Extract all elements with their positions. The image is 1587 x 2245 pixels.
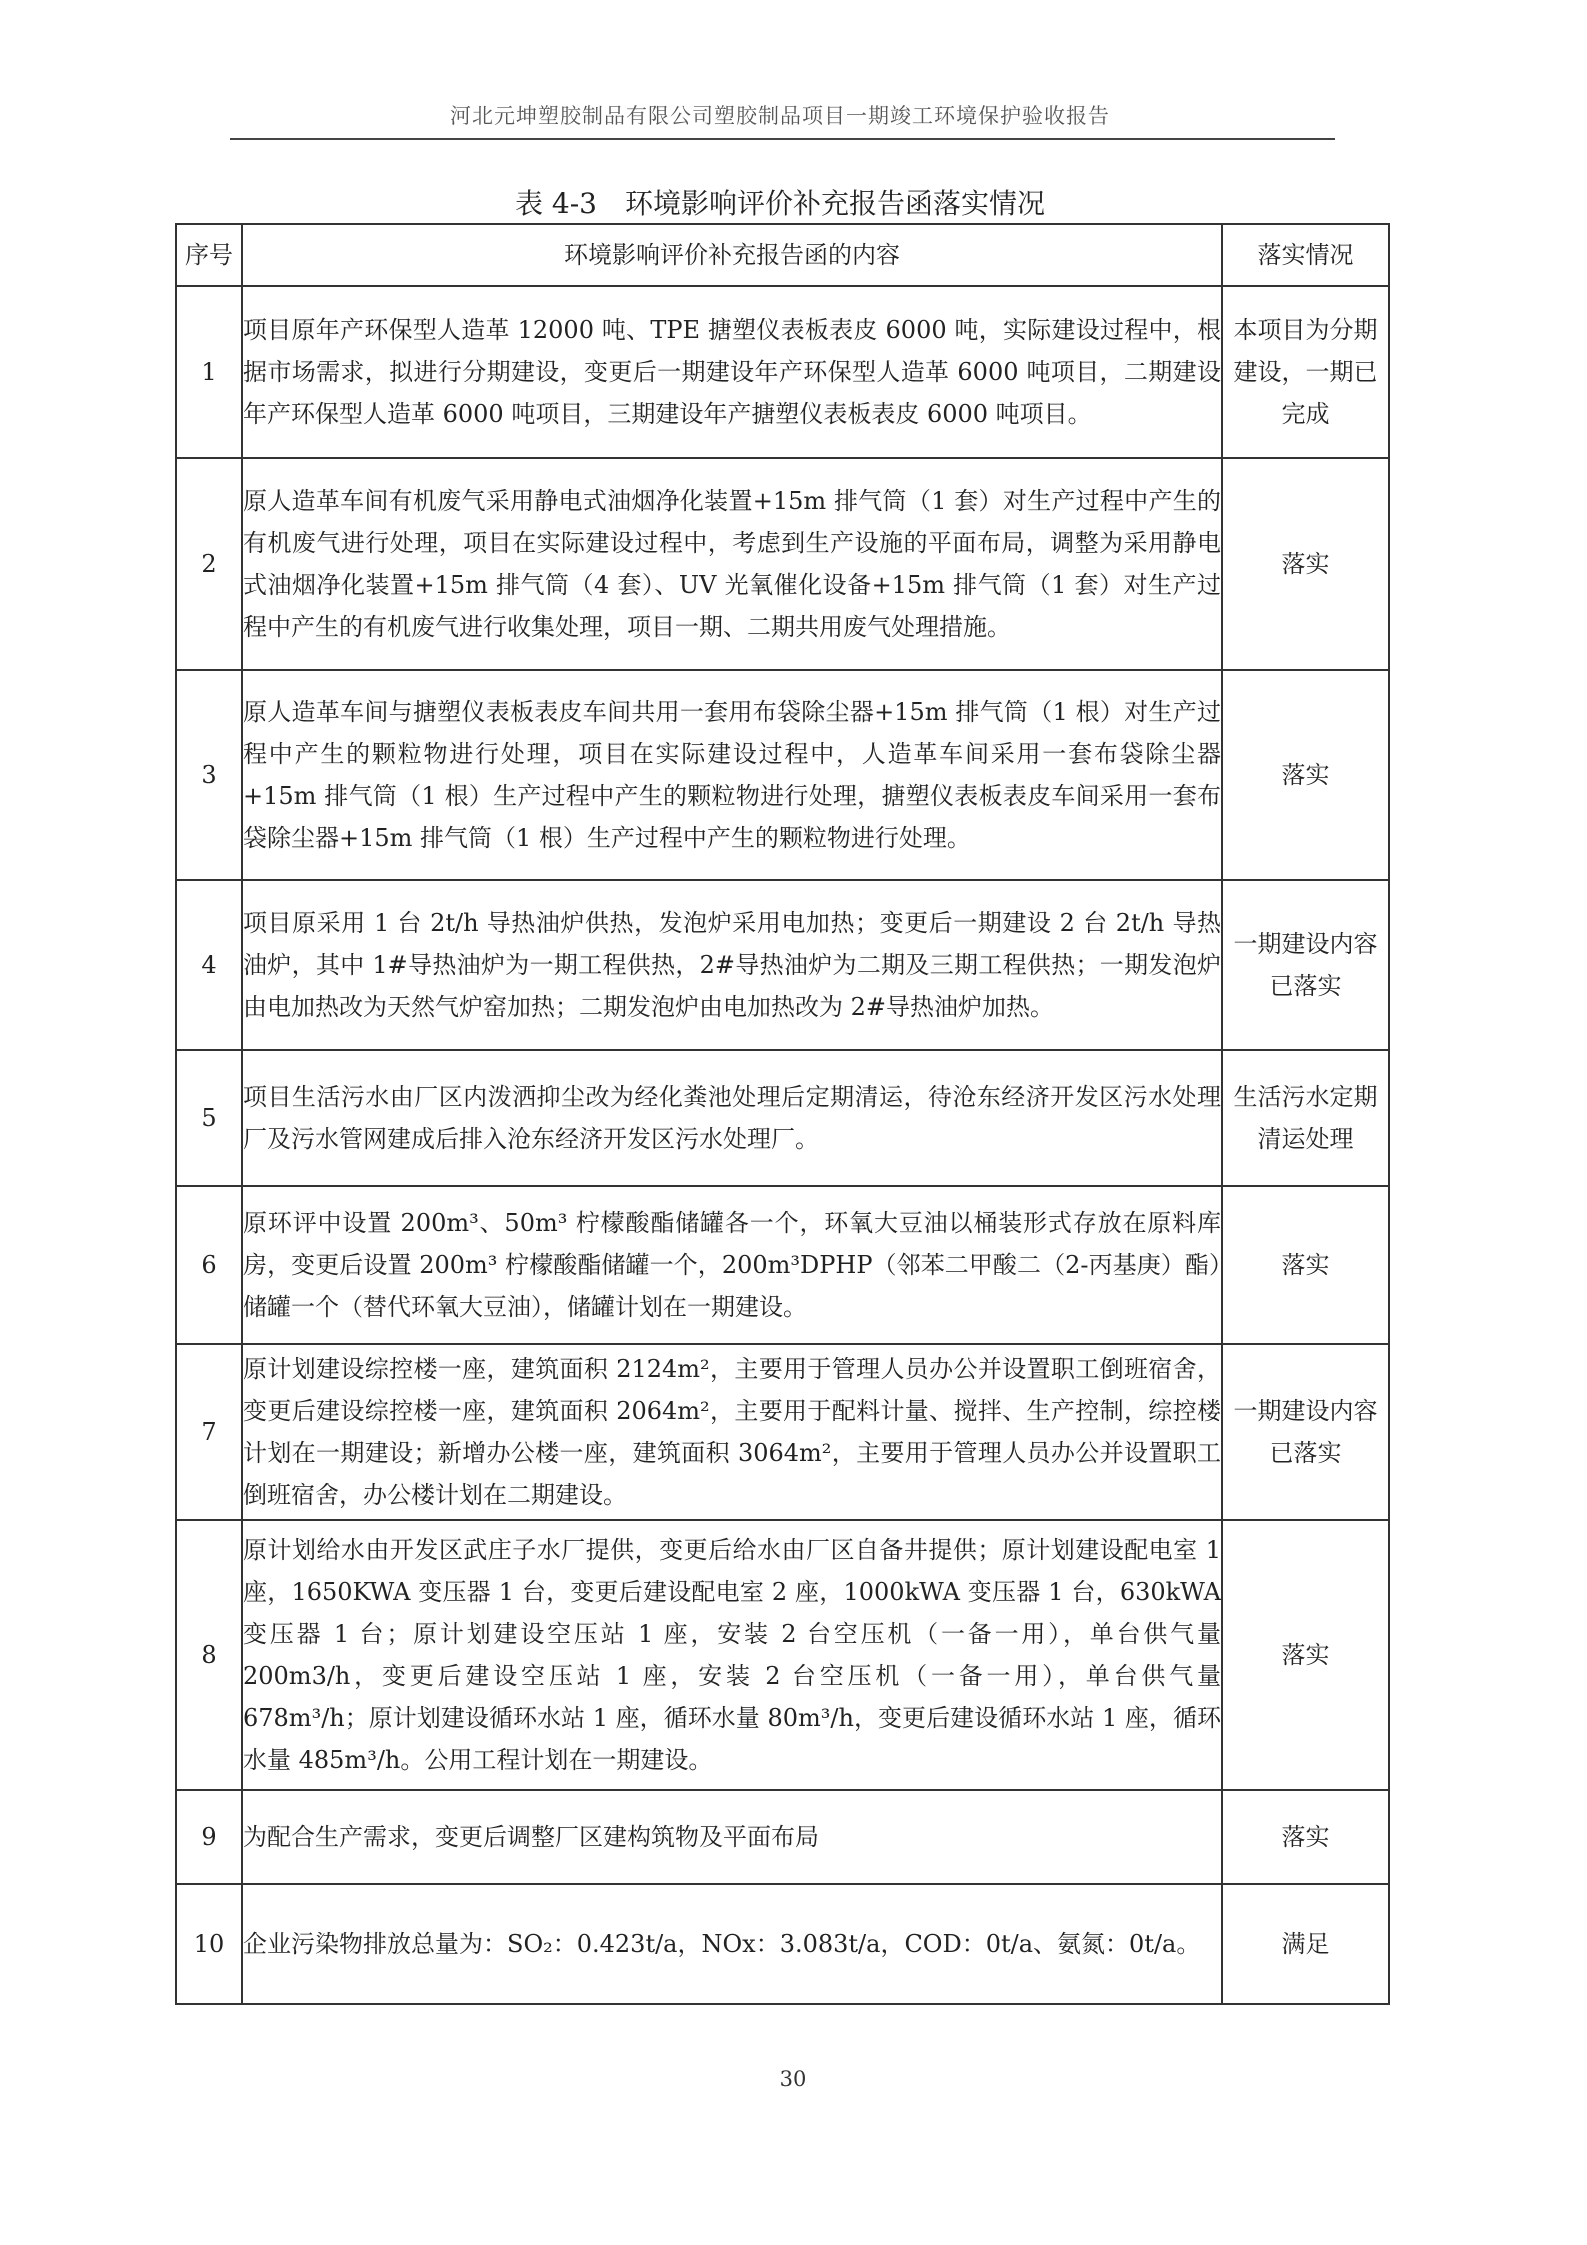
row-seq: 8 (176, 1520, 242, 1790)
row-status: 满足 (1222, 1884, 1389, 2004)
row-content: 为配合生产需求，变更后调整厂区建构筑物及平面布局 (242, 1790, 1222, 1884)
row-status: 落实 (1222, 1790, 1389, 1884)
table-row (176, 1790, 1389, 1884)
table-row (176, 458, 1389, 670)
row-status: 落实 (1222, 1520, 1389, 1790)
row-status: 落实 (1222, 458, 1389, 670)
row-content: 项目原年产环保型人造革 12000 吨、TPE 搪塑仪表板表皮 6000 吨，实际建设过程中，根据市场需求，拟进行分期建设，变更后一期建设年产环保型人造革 6000 吨项目，二期建设年产环保型人造革 6000 吨项目，三期建设年产搪塑仪表板表皮 6000 吨项目。 (242, 286, 1222, 458)
row-content: 原环评中设置 200m³、50m³ 柠檬酸酯储罐各一个，环氧大豆油以桶装形式存放在原料库房，变更后设置 200m³ 柠檬酸酯储罐一个，200m³DPHP（邻苯二甲酸二（2-丙基庚）酯）储罐一个（替代环氧大豆油），储罐计划在一期建设。 (242, 1186, 1222, 1344)
table-header-row (176, 224, 1389, 286)
row-content: 原计划给水由开发区武庄子水厂提供，变更后给水由厂区自备井提供；原计划建设配电室 1 座，1650KWA 变压器 1 台，变更后建设配电室 2 座，1000kWA 变压器 1 台，630kWA 变压器 1 台；原计划建设空压站 1 座，安装 2 台空压机（一备一用），单台供气量 200m3/h，变更后建设空压站 1 座，安装 2 台空压机（一备一用），单台供气量 678m³/h；原计划建设循环水站 1 座，循环水量 80m³/h，变更后建设循环水站 1 座，循环水量 485m³/h。公用工程计划在一期建设。 (242, 1520, 1222, 1790)
row-seq: 2 (176, 458, 242, 670)
row-status: 落实 (1222, 670, 1389, 880)
table-row (176, 1520, 1389, 1790)
row-status: 生活污水定期清运处理 (1222, 1050, 1389, 1186)
column-header-seq: 序号 (176, 224, 242, 286)
supplementary-report-table (175, 223, 1390, 2005)
row-content: 企业污染物排放总量为：SO₂：0.423t/a，NOx：3.083t/a，COD：0t/a、氨氮：0t/a。 (242, 1884, 1222, 2004)
row-seq: 4 (176, 880, 242, 1050)
table-row (176, 1884, 1389, 2004)
row-status: 本项目为分期建设，一期已完成 (1222, 286, 1389, 458)
row-seq: 6 (176, 1186, 242, 1344)
row-seq: 7 (176, 1344, 242, 1520)
page-header: 河北元坤塑胶制品有限公司塑胶制品项目一期竣工环境保护验收报告 (450, 104, 1110, 128)
table-row (176, 1050, 1389, 1186)
table-title: 表 4-3 环境影响评价补充报告函落实情况 (515, 187, 1045, 220)
column-header-status: 落实情况 (1222, 224, 1389, 286)
table-row (176, 1186, 1389, 1344)
page-number: 30 (779, 2067, 807, 2091)
table-row (176, 286, 1389, 458)
column-header-content: 环境影响评价补充报告函的内容 (242, 224, 1222, 286)
row-seq: 3 (176, 670, 242, 880)
row-content: 原人造革车间与搪塑仪表板表皮车间共用一套用布袋除尘器+15m 排气筒（1 根）对生产过程中产生的颗粒物进行处理，项目在实际建设过程中，人造革车间采用一套布袋除尘器+15m 排气筒（1 根）生产过程中产生的颗粒物进行处理，搪塑仪表板表皮车间采用一套布袋除尘器+15m 排气筒（1 根）生产过程中产生的颗粒物进行处理。 (242, 670, 1222, 880)
row-content: 项目原采用 1 台 2t/h 导热油炉供热，发泡炉采用电加热；变更后一期建设 2 台 2t/h 导热油炉，其中 1#导热油炉为一期工程供热，2#导热油炉为二期及三期工程供热；一期发泡炉由电加热改为天然气炉窑加热；二期发泡炉由电加热改为 2#导热油炉加热。 (242, 880, 1222, 1050)
row-seq: 9 (176, 1790, 242, 1884)
header-rule (230, 138, 1335, 140)
row-seq: 5 (176, 1050, 242, 1186)
row-status: 一期建设内容已落实 (1222, 1344, 1389, 1520)
row-content: 原计划建设综控楼一座，建筑面积 2124m²，主要用于管理人员办公并设置职工倒班宿舍，变更后建设综控楼一座，建筑面积 2064m²，主要用于配料计量、搅拌、生产控制，综控楼计划在一期建设；新增办公楼一座，建筑面积 3064m²，主要用于管理人员办公并设置职工倒班宿舍，办公楼计划在二期建设。 (242, 1344, 1222, 1520)
table-row (176, 670, 1389, 880)
row-seq: 1 (176, 286, 242, 458)
table-row (176, 1344, 1389, 1520)
row-status: 一期建设内容已落实 (1222, 880, 1389, 1050)
table-row (176, 880, 1389, 1050)
row-seq: 10 (176, 1884, 242, 2004)
row-content: 项目生活污水由厂区内泼洒抑尘改为经化粪池处理后定期清运，待沧东经济开发区污水处理厂及污水管网建成后排入沧东经济开发区污水处理厂。 (242, 1050, 1222, 1186)
row-status: 落实 (1222, 1186, 1389, 1344)
row-content: 原人造革车间有机废气采用静电式油烟净化装置+15m 排气筒（1 套）对生产过程中产生的有机废气进行处理，项目在实际建设过程中，考虑到生产设施的平面布局，调整为采用静电式油烟净化装置+15m 排气筒（4 套）、UV 光氧催化设备+15m 排气筒（1 套）对生产过程中产生的有机废气进行收集处理，项目一期、二期共用废气处理措施。 (242, 458, 1222, 670)
